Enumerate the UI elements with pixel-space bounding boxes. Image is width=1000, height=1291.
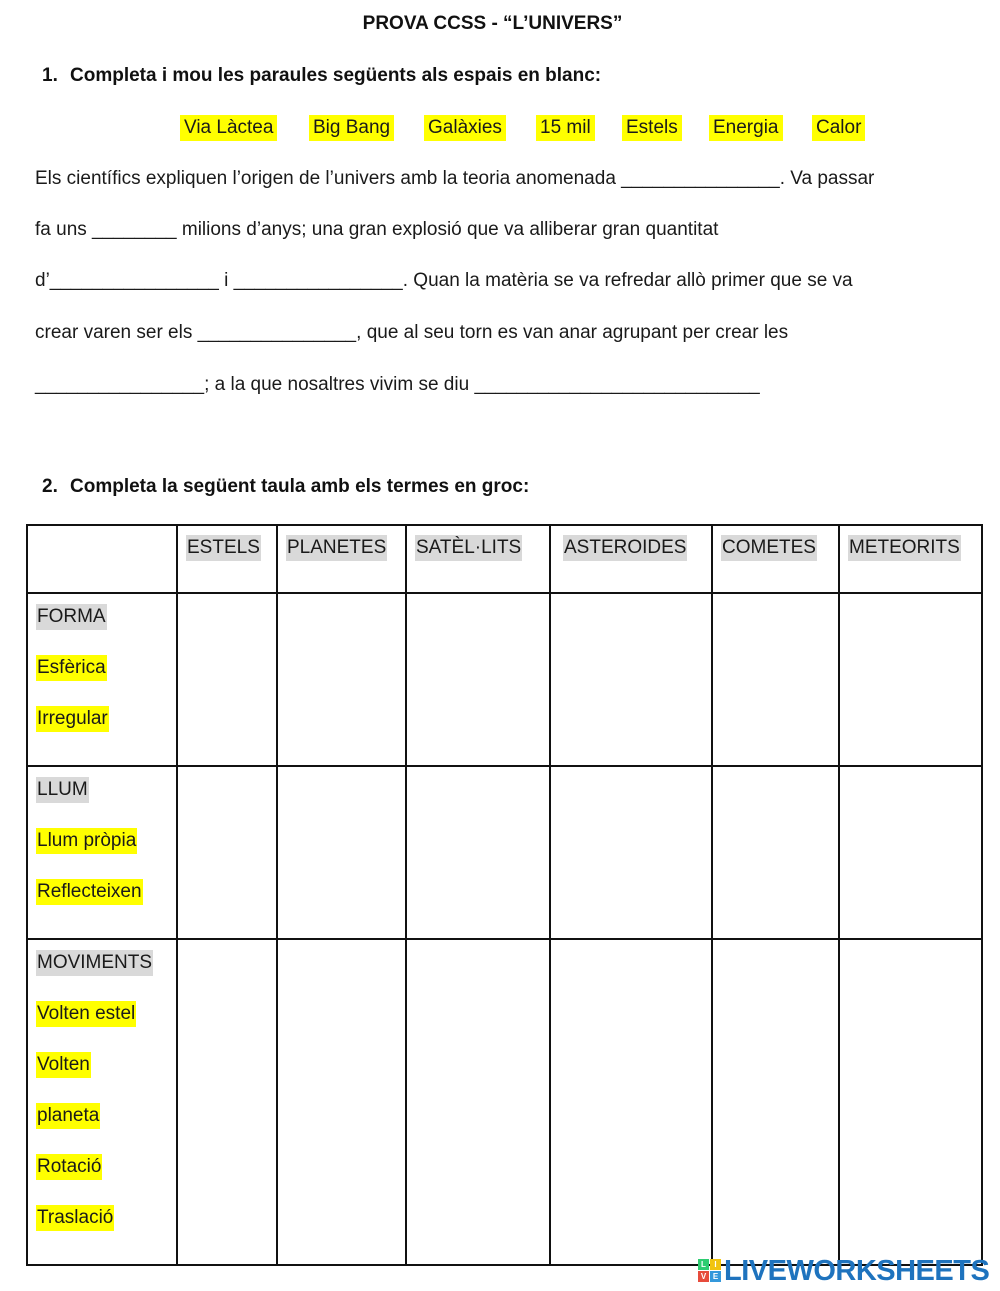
paragraph-line-4: crear varen ser els _______________, que al seu torn es van anar agrupant per crear les bbox=[35, 322, 789, 343]
liveworksheets-logo-text: LIVEWORKSHEETS bbox=[724, 1255, 990, 1287]
question-1-heading bbox=[42, 65, 601, 87]
blank-grouped[interactable]: ________________ bbox=[35, 374, 205, 395]
row-label-cell-llum bbox=[27, 766, 177, 939]
liveworksheets-logo bbox=[698, 1256, 989, 1286]
answer-cell[interactable] bbox=[406, 766, 550, 939]
answer-cell[interactable] bbox=[406, 593, 550, 766]
option-irregular[interactable]: Irregular bbox=[36, 706, 109, 732]
answer-cell[interactable] bbox=[839, 593, 982, 766]
word-chip-15-mil[interactable]: 15 mil bbox=[536, 115, 595, 141]
option-volten[interactable]: Volten bbox=[36, 1052, 91, 1078]
table-row-moviments bbox=[27, 939, 982, 1265]
row-label-cell-moviments bbox=[27, 939, 177, 1265]
word-chip-calor[interactable]: Calor bbox=[812, 115, 865, 141]
option-reflecteixen[interactable]: Reflecteixen bbox=[36, 879, 143, 905]
answer-cell[interactable] bbox=[550, 766, 712, 939]
question-2-text: Completa la següent taula amb els termes en groc: bbox=[70, 476, 530, 497]
answer-cell[interactable] bbox=[277, 593, 406, 766]
question-2-heading bbox=[42, 476, 529, 498]
blank-released-2[interactable]: ________________ bbox=[233, 270, 403, 291]
question-2-number: 2. bbox=[42, 476, 58, 497]
word-chip-energia[interactable]: Energia bbox=[709, 115, 783, 141]
column-header-meteorits: METEORITS bbox=[839, 525, 982, 593]
column-header-planetes: PLANETES bbox=[277, 525, 406, 593]
answer-cell[interactable] bbox=[712, 593, 839, 766]
word-chip-galaxies[interactable]: Galàxies bbox=[424, 115, 506, 141]
paragraph-line-1: Els científics expliquen l’origen de l’univers amb la teoria anomenada _______________. Va passar bbox=[35, 168, 875, 189]
word-chip-big-bang[interactable]: Big Bang bbox=[309, 115, 394, 141]
column-header-cometes: COMETES bbox=[712, 525, 839, 593]
paragraph-line-5: ________________; a la que nosaltres vivim se diu ___________________________ bbox=[35, 374, 760, 395]
answer-cell[interactable] bbox=[277, 766, 406, 939]
answer-cell[interactable] bbox=[712, 766, 839, 939]
blank-first-created[interactable]: _______________ bbox=[197, 322, 357, 343]
option-planeta[interactable]: planeta bbox=[36, 1103, 100, 1129]
answer-cell[interactable] bbox=[406, 939, 550, 1265]
classification-table bbox=[26, 524, 983, 1266]
page-title: PROVA CCSS - “L’UNIVERS” bbox=[362, 13, 623, 34]
option-llum-propia[interactable]: Llum pròpia bbox=[36, 828, 137, 854]
table-row-forma bbox=[27, 593, 982, 766]
table-corner-cell bbox=[27, 525, 177, 593]
word-chip-estels[interactable]: Estels bbox=[622, 115, 682, 141]
column-header-asteroides: ASTEROIDES bbox=[550, 525, 712, 593]
answer-cell[interactable] bbox=[839, 766, 982, 939]
answer-cell[interactable] bbox=[550, 939, 712, 1265]
answer-cell[interactable] bbox=[177, 593, 277, 766]
option-volten-estel[interactable]: Volten estel bbox=[36, 1001, 136, 1027]
column-header-satellits: SATÈL·LITS bbox=[406, 525, 550, 593]
answer-cell[interactable] bbox=[839, 939, 982, 1265]
question-1-number: 1. bbox=[42, 65, 58, 86]
blank-theory[interactable]: _______________ bbox=[621, 168, 780, 189]
blank-years[interactable]: ________ bbox=[92, 219, 177, 240]
answer-cell[interactable] bbox=[177, 939, 277, 1265]
word-chip-via-lactea[interactable]: Via Làctea bbox=[180, 115, 277, 141]
option-traslacio[interactable]: Traslació bbox=[36, 1205, 114, 1231]
paragraph-line-2: fa uns ________ milions d’anys; una gran explosió que va alliberar gran quantitat bbox=[35, 219, 719, 240]
liveworksheets-logo-icon: L I V E bbox=[698, 1259, 722, 1283]
row-label-moviments: MOVIMENTS bbox=[36, 950, 153, 976]
table-header-row bbox=[27, 525, 982, 593]
answer-cell[interactable] bbox=[177, 766, 277, 939]
option-rotacio[interactable]: Rotació bbox=[36, 1154, 102, 1180]
table-row-llum bbox=[27, 766, 982, 939]
question-1-text: Completa i mou les paraules següents als espais en blanc: bbox=[70, 65, 602, 86]
option-esferica[interactable]: Esfèrica bbox=[36, 655, 107, 681]
row-label-llum: LLUM bbox=[36, 777, 89, 803]
row-label-cell-forma bbox=[27, 593, 177, 766]
blank-our-galaxy[interactable]: ___________________________ bbox=[474, 374, 760, 395]
row-label-forma: FORMA bbox=[36, 604, 107, 630]
answer-cell[interactable] bbox=[712, 939, 839, 1265]
answer-cell[interactable] bbox=[550, 593, 712, 766]
paragraph-line-3: d’________________ i ________________. Quan la matèria se va refredar allò primer que se va bbox=[35, 270, 853, 291]
answer-cell[interactable] bbox=[277, 939, 406, 1265]
column-header-estels: ESTELS bbox=[177, 525, 277, 593]
blank-released-1[interactable]: ________________ bbox=[49, 270, 219, 291]
